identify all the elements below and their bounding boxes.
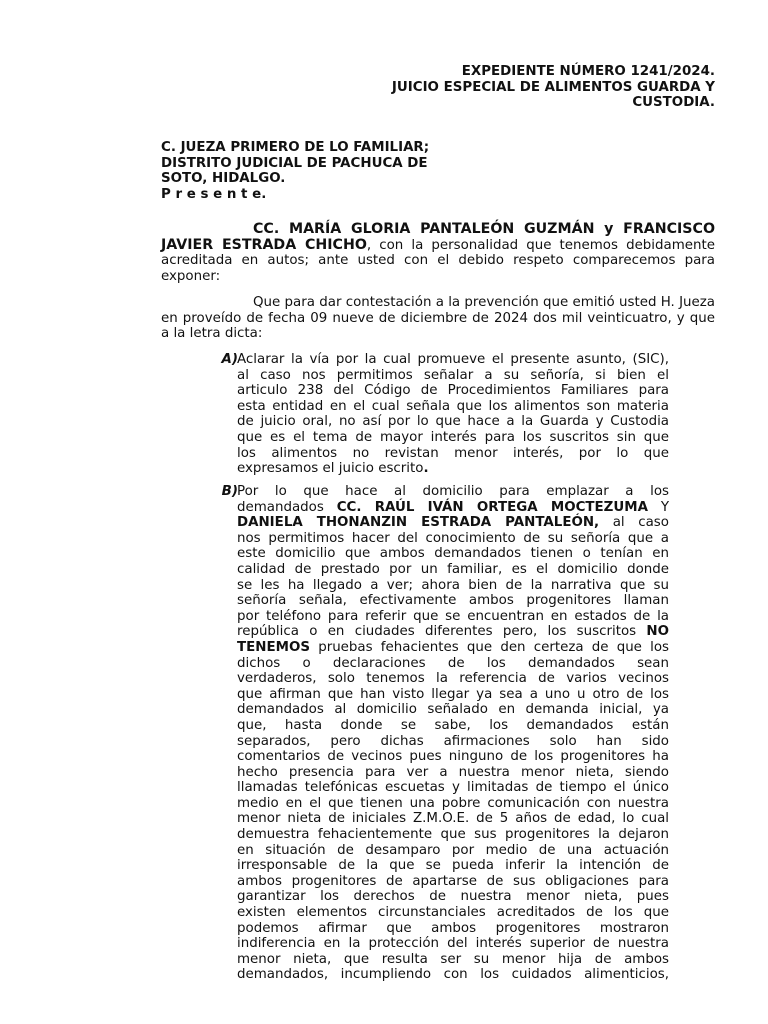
item-b-line: ambos progenitores de apartarse de sus obligaciones para bbox=[237, 873, 669, 889]
item-b-line: demuestra fehacientemente que sus progenitores la dejaron bbox=[237, 827, 669, 843]
item-a-line-last bbox=[237, 461, 669, 477]
item-b-line: Por lo que hace al domicilio para emplazar a los bbox=[237, 484, 669, 499]
item-b-line: garantizar los derechos de nuestra menor nieta, pues bbox=[237, 889, 669, 905]
item-b-line: en situación de desamparo por medio de una actuación bbox=[237, 842, 669, 858]
item-b-line: hecho presencia para ver a nuestra menor nieta, siendo bbox=[237, 764, 669, 780]
recipient-block bbox=[161, 140, 481, 202]
item-a-line: Aclarar la vía por la cual promueve el presente asunto, (SIC), bbox=[237, 352, 669, 367]
item-b-line bbox=[237, 515, 669, 531]
item-b-line: demandados, incumpliendo con los cuidados alimenticios, bbox=[237, 967, 669, 983]
item-a-line: de juicio oral, no así por lo que hace a la Guarda y Custodia bbox=[237, 414, 669, 430]
item-a-line: esta entidad en el cual señala que los alimentos son materia bbox=[237, 398, 669, 414]
item-b-line bbox=[237, 640, 669, 656]
item-b-line: verdaderos, solo tenemos la referencia de varios vecinos bbox=[237, 671, 669, 687]
list-item-a-text bbox=[237, 352, 669, 477]
list-item-letter: B) bbox=[221, 484, 238, 499]
item-b-text: república o en ciudades diferentes pero, los suscritos bbox=[237, 624, 647, 640]
case-type-line2: CUSTODIA. bbox=[632, 95, 715, 111]
item-b-line: irresponsable de la que se pueda inferir la intención de bbox=[237, 858, 669, 874]
defendant-name-2: DANIELA THONANZIN ESTRADA PANTALEÓN, bbox=[237, 515, 600, 531]
list-item-b-text bbox=[237, 484, 669, 983]
item-a-line: articulo 238 del Código de Procedimientos Familiares para bbox=[237, 383, 669, 399]
item-b-line: que afirman que han visto llegar ya sea a uno u otro de los bbox=[237, 686, 669, 702]
item-b-text: demandados bbox=[237, 499, 337, 515]
item-b-line: medio en el que tienen una pobre comunicación con nuestra bbox=[237, 795, 669, 811]
recipient-line2: DISTRITO JUDICIAL DE PACHUCA DE bbox=[161, 155, 428, 171]
intro-paragraph bbox=[161, 222, 715, 284]
case-number: EXPEDIENTE NÚMERO 1241/2024. bbox=[461, 64, 715, 79]
case-header bbox=[295, 64, 715, 111]
presente-line: P r e s e n t e. bbox=[161, 186, 267, 202]
item-b-text: Y bbox=[647, 499, 669, 515]
intro-body bbox=[161, 238, 715, 285]
item-b-line: menor nieta de iniciales Z.M.O.E. de 5 años de edad, lo cual bbox=[237, 811, 669, 827]
item-a-line: que es el tema de mayor interés para los suscritos sin que bbox=[237, 429, 669, 445]
petitioner-names-2: JAVIER ESTRADA CHICHO bbox=[161, 236, 367, 253]
item-b-line: por teléfono para referir que se encuentran en estados de la bbox=[237, 608, 669, 624]
item-a-period: . bbox=[423, 461, 429, 477]
item-b-text: al caso bbox=[599, 515, 669, 531]
item-b-line: indiferencia en la protección del interés superior de nuestra bbox=[237, 936, 669, 952]
item-b-line: menor nieta, que resulta ser su menor hija de ambos bbox=[237, 951, 669, 967]
item-b-line: existen elementos circunstanciales acreditados de los que bbox=[237, 905, 669, 921]
item-b-line: que, hasta donde se sabe, los demandados están bbox=[237, 717, 669, 733]
emphasis-tenemos: TENEMOS bbox=[237, 639, 310, 655]
defendant-name-1: CC. RAÚL IVÁN ORTEGA MOCTEZUMA bbox=[336, 499, 648, 515]
item-b-line: este domicilio que ambos demandados tienen o tenían en bbox=[237, 546, 669, 562]
item-b-line: se les ha llegado a ver; ahora bien de la narrativa que su bbox=[237, 577, 669, 593]
item-b-line: podemos afirmar que ambos progenitores mostraron bbox=[237, 920, 669, 936]
item-b-line: llamadas telefónicas escuetas y limitadas de tiempo el único bbox=[237, 780, 669, 796]
recipient-line1: C. JUEZA PRIMERO DE LO FAMILIAR; bbox=[161, 140, 430, 155]
item-b-text: pruebas fehacientes que den certeza de que los bbox=[310, 639, 669, 655]
response-paragraph bbox=[161, 295, 715, 342]
item-a-last-text: expresamos el juicio escrito bbox=[237, 461, 424, 477]
item-b-line bbox=[237, 500, 669, 516]
intro-names-line bbox=[161, 222, 715, 238]
list-item-letter: A) bbox=[221, 352, 238, 367]
item-a-line: al caso nos permitimos señalar a su señoría, si bien el bbox=[237, 367, 669, 383]
item-b-line bbox=[237, 624, 669, 640]
response-text: Que para dar contestación a la prevención que emitió usted H. Jueza en proveído de fecha 09 nueve de diciembre de 2024 dos mil veinticuatro, y que a la letra dicta: bbox=[161, 295, 715, 342]
petitioner-names-1: CC. MARÍA GLORIA PANTALEÓN GUZMÁN y FRANCISCO bbox=[253, 221, 715, 237]
intro-text: , con la personalidad que tenemos debidamente acreditada en autos; ante usted con el debido respeto comparecemos para exponer: bbox=[161, 237, 715, 284]
emphasis-no: NO bbox=[646, 624, 669, 640]
item-b-line: nos permitimos hacer del conocimiento de su señoría que a bbox=[237, 530, 669, 546]
item-a-line: los alimentos no revistan menor interés, por lo que bbox=[237, 445, 669, 461]
case-type-line1: JUICIO ESPECIAL DE ALIMENTOS GUARDA Y bbox=[391, 79, 715, 95]
item-b-line: calidad de prestado por un familiar, es el domicilio donde bbox=[237, 561, 669, 577]
item-b-line: dichos o declaraciones de los demandados sean bbox=[237, 655, 669, 671]
item-b-line: demandados al domicilio señalado en demanda inicial, ya bbox=[237, 702, 669, 718]
item-b-line: separados, pero dichas afirmaciones solo han sido bbox=[237, 733, 669, 749]
item-b-line: señoría señala, efectivamente ambos progenitores llaman bbox=[237, 593, 669, 609]
item-b-line: comentarios de vecinos pues ninguno de los progenitores ha bbox=[237, 749, 669, 765]
recipient-line3: SOTO, HIDALGO. bbox=[161, 171, 286, 187]
